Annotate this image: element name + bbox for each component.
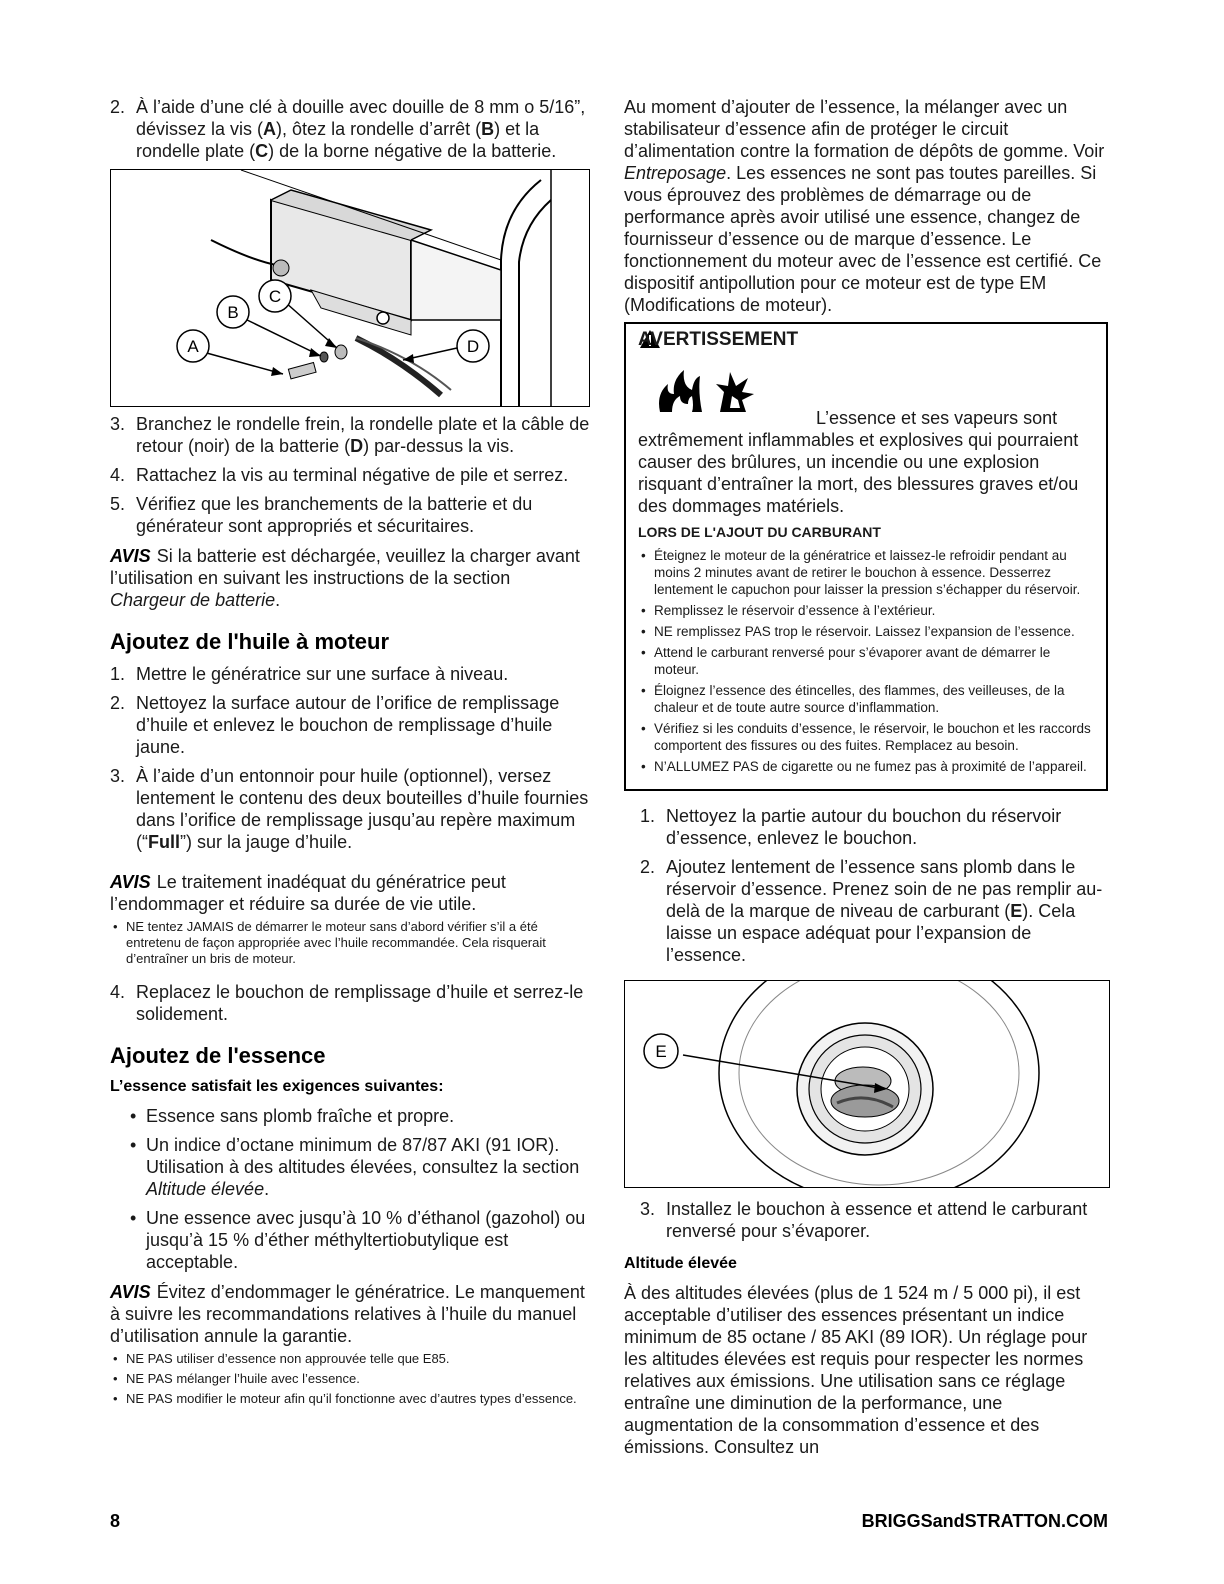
altitude-heading: Altitude élevée [624,1255,737,1272]
battery-step-4: 4. Rattachez la vis au terminal négative de pile et serrez. [110,465,569,485]
list-item: • Un indice d’octane minimum de 87/87 AKI (91 IOR). Utilisation à des altitudes élevées, consultez la section Altitude élevée. [110,1134,590,1200]
fuel-step-2: 2. Ajoutez lentement de l’essence sans plomb dans le réservoir d’essence. Prenez soin de ne pas remplir au-delà de la marque de niveau de carburant (E). Cela laisse un espace adéquat pour l’expansion de l’essence. [640,857,1103,965]
oil-heading: Ajoutez de l'huile à moteur [110,629,390,654]
callout-c: C [268,287,282,306]
avis-oil-list [110,919,590,967]
battery-step-3: 3. Branchez le rondelle frein, la rondelle plate et la câble de retour (noir) de la batterie (D) par-dessus la vis. [110,414,590,456]
list-item: • N’ALLUMEZ PAS de cigarette ou ne fumez pas à proximité de l’appareil. [638,758,1096,775]
altitude-paragraph: À des altitudes élevées (plus de 1 524 m / 5 000 pi), il est acceptable d’utiliser des essences présentant un indice minimum de 85 octane / 85 AKI (89 IOR). Un réglage pour les altitudes élevées est requis pour respecter les normes relatives aux émissions. Une utilisation sans ce réglage entraîne une diminution de la performance, une augmentation de la consommation d’essence et des émissions. Consultez un [624,1283,1088,1457]
oil-step-1: 1. Mettre le génératrice sur une surface à niveau. [110,664,509,684]
oil-step-3: 3. À l’aide d’un entonnoir pour huile (optionnel), versez lentement le contenu des deux bouteilles d’huile fournies dans l’orifice de remplissage jusqu’au repère maximum (“Full”) sur la jauge d’huile. [110,766,589,852]
list-item: • NE PAS utiliser d’essence non approuvée telle que E85. [110,1351,590,1367]
right-column [624,96,1108,1458]
battery-terminal-illustration [111,170,589,406]
avis-oil-notice: AVIS Le traitement inadéquat du génératrice peut l’endommager et réduire sa durée de vie utile. [110,872,506,914]
callout-b: B [227,303,239,322]
list-item: • NE tentez JAMAIS de démarrer le moteur sans d’abord vérifier s’il a été entretenu de façon appropriée avec l’huile recommandée. Cela risquerait d’entraîner un bris de moteur. [110,919,590,967]
list-item: • Éteignez le moteur de la génératrice et laissez-le refroidir pendant au moins 2 minutes avant de retirer le bouchon à essence. Desserrez lentement le capuchon pour laisser la pression s’échapper du réservoir. [638,547,1096,598]
fuel-intro-paragraph: Au moment d’ajouter de l’essence, la mélanger avec un stabilisateur d’essence afin de protéger le circuit d’alimentation contre la formation de dépôts de gomme. Voir Entreposage. Les essences ne sont pas toutes pareilles. Si vous éprouvez des problèmes de démarrage ou de performance après avoir utilisé une essence, changez de fournisseur d’essence ou de marque d’essence. Le fonctionnement du moteur avec de l’essence est certifié. Ce dispositif antipollution pour ce moteur est de type EM (Modifications de moteur). [624,97,1105,315]
list-item: • Une essence avec jusqu’à 10 % d’éthanol (gazohol) ou jusqu’à 15 % d’éther méthyltertiobutylique est acceptable. [110,1207,590,1273]
callout-a: A [187,337,199,356]
fuel-requirements-subheading: L’essence satisfait les exigences suivantes: [110,1078,444,1095]
warning-title: AVERTISSEMENT [638,329,799,350]
list-item: • NE PAS modifier le moteur afin qu’il fonctionne avec d’autres types d’essence. [110,1391,590,1407]
fuel-requirements-list [110,1105,590,1273]
fuel-heading: Ajoutez de l'essence [110,1043,326,1068]
fuel-step-3: 3. Installez le bouchon à essence et attend le carburant renversé pour s’évaporer. [640,1199,1088,1241]
battery-terminal-figure [110,169,590,407]
oil-step-2: 2. Nettoyez la surface autour de l’orifice de remplissage d’huile et enlevez le bouchon de remplissage d’huile jaune. [110,693,560,757]
battery-step-2: 2. À l’aide d’une clé à douille avec douille de 8 mm o 5/16”, dévissez la vis (A), ôtez la rondelle d’arrêt (B) et la rondelle plate (C) de la borne négative de la batterie. [110,97,586,161]
warning-subheading: LORS DE L'AJOUT DU CARBURANT [638,524,881,540]
list-item: • Remplissez le réservoir d’essence à l’extérieur. [638,602,1096,619]
battery-step-5: 5. Vérifiez que les branchements de la batterie et du générateur sont appropriés et sécuritaires. [110,494,533,536]
avis-fuel-list [110,1351,590,1407]
fuel-step-1: 1. Nettoyez la partie autour du bouchon du réservoir d’essence, enlevez le bouchon. [640,806,1062,848]
warning-text-1: L’essence et ses vapeurs sont extrêmement inflammables et explosives qui pourraient causer des brûlures, un incendie ou une explosion [638,408,1079,472]
list-item: • NE remplissez PAS trop le réservoir. Laissez l’expansion de l’essence. [638,623,1096,640]
warning-box [624,322,1108,791]
list-item: • Vérifiez si les conduits d’essence, le réservoir, le bouchon et les raccords comportent des fissures ou des fuites. Remplacez au besoin. [638,720,1096,754]
left-column [110,96,590,1415]
list-item: • Éloignez l’essence des étincelles, des flammes, des veilleuses, de la chaleur et de toute autre source d’inflammation. [638,682,1096,716]
callout-e: E [655,1042,667,1061]
avis-battery-notice: AVIS Si la batterie est déchargée, veuillez la charger avant l’utilisation en suivant les instructions de la section Chargeur de batterie. [110,546,580,610]
fuel-tank-illustration [625,981,1109,1187]
warning-text-2: risquant d’entraîner la mort, des blessures graves et/ou des dommages matériels. [638,474,1079,516]
oil-step-4: 4. Replacez le bouchon de remplissage d’huile et serrez-le solidement. [110,982,584,1024]
callout-d: D [466,337,480,356]
website-footer: BRIGGSandSTRATTON.COM [861,1511,1108,1531]
list-item: • NE PAS mélanger l’huile avec l’essence. [110,1371,590,1387]
avis-fuel-notice: AVIS Évitez d’endommager le génératrice. Le manquement à suivre les recommandations relatives à l’huile du manuel d’utilisation annule la garantie. [110,1282,585,1346]
list-item: • Essence sans plomb fraîche et propre. [110,1105,590,1127]
page-number: 8 [110,1511,121,1531]
fuel-tank-figure [624,980,1110,1188]
list-item: • Attend le carburant renversé pour s’évaporer avant de démarrer le moteur. [638,644,1096,678]
warning-list [638,547,1096,775]
